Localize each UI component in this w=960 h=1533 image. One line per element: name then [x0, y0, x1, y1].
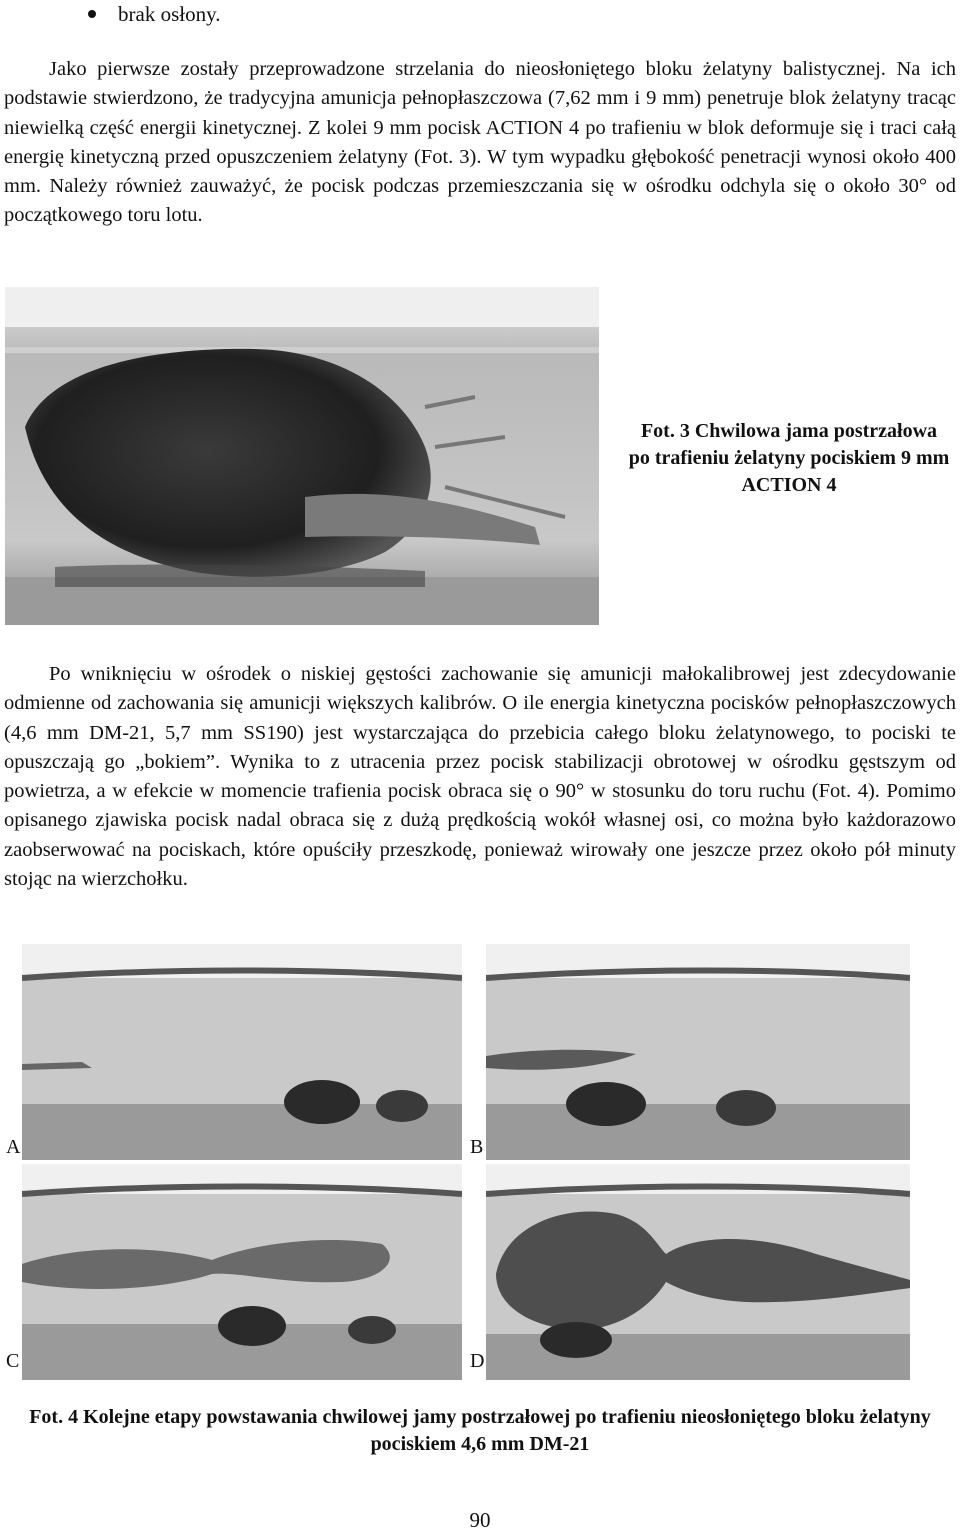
figure-4-photo-d — [486, 1164, 910, 1380]
panel-label-a: A — [6, 1136, 21, 1158]
bullet-text: brak osłony. — [118, 2, 221, 26]
figure-4-caption: Fot. 4 Kolejne etapy powstawania chwilowej jamy postrzałowej po trafieniu nieosłoniętego bloku żelatyny pociskiem 4,6 mm DM-21 — [29, 1406, 931, 1455]
panel-label-b: B — [470, 1136, 484, 1158]
figure-3-photo — [5, 287, 599, 625]
paragraph-1: Jako pierwsze zostały przeprowadzone strzelania do nieosłoniętego bloku żelatyny balistycznej. Na ich podstawie stwierdzono, że tradycyjna amunicja pełnopłaszczowa (7,62 mm i 9 mm) penetruje blok żelatyny tracąc niewielką część energii kinetycznej. Z kolei 9 mm pocisk ACTION 4 po trafieniu w blok deformuje się i traci całą energię kinetyczną przed opuszczeniem żelatyny (Fot. 3). W tym wypadku głębokość penetracji wynosi około 400 mm. Należy również zauważyć, że pocisk podczas przemieszczania się w ośrodku odchyla się o około 30° od początkowego toru lotu. — [4, 58, 956, 227]
panel-label-d: D — [470, 1350, 485, 1372]
paragraph-2: Po wniknięciu w ośrodek o niskiej gęstości zachowanie się amunicji małokalibrowej jest zdecydowanie odmienne od zachowania się amunicji większych kalibrów. O ile energia kinetyczna pocisków pełnopłaszczowych (4,6 mm DM-21, 5,7 mm SS190) jest wystarczająca do przebicia całego bloku żelatynowego, to pociski te opuszczają go „bokiem”. Wynika to z utracenia przez pocisk stabilizacji obrotowej w ośrodku gęstszym od powietrza, a w efekcie w momencie trafienia pocisk obraca się o 90° w stosunku do toru ruchu (Fot. 4). Pomimo opisanego zjawiska pocisk nadal obraca się z dużą prędkością wokół własnej osi, co można było każdorazowo zaobserwować na pociskach, które opuściły przeszkodę, ponieważ wirowały one jeszcze przez około pół minuty stojąc na wierzchołku. — [4, 663, 956, 891]
page-number: 90 — [469, 1508, 491, 1532]
figure-4-photo-c — [22, 1164, 462, 1380]
figure-3-caption: Fot. 3 Chwilowa jama postrzałowa po trafieniu żelatyny pociskiem 9 mm ACTION 4 — [628, 420, 950, 496]
bullet-icon — [88, 10, 96, 18]
panel-label-c: C — [6, 1350, 20, 1372]
figure-4-photo-b — [486, 944, 910, 1160]
figure-4-photo-a — [22, 944, 462, 1160]
bullet-item — [88, 0, 220, 28]
